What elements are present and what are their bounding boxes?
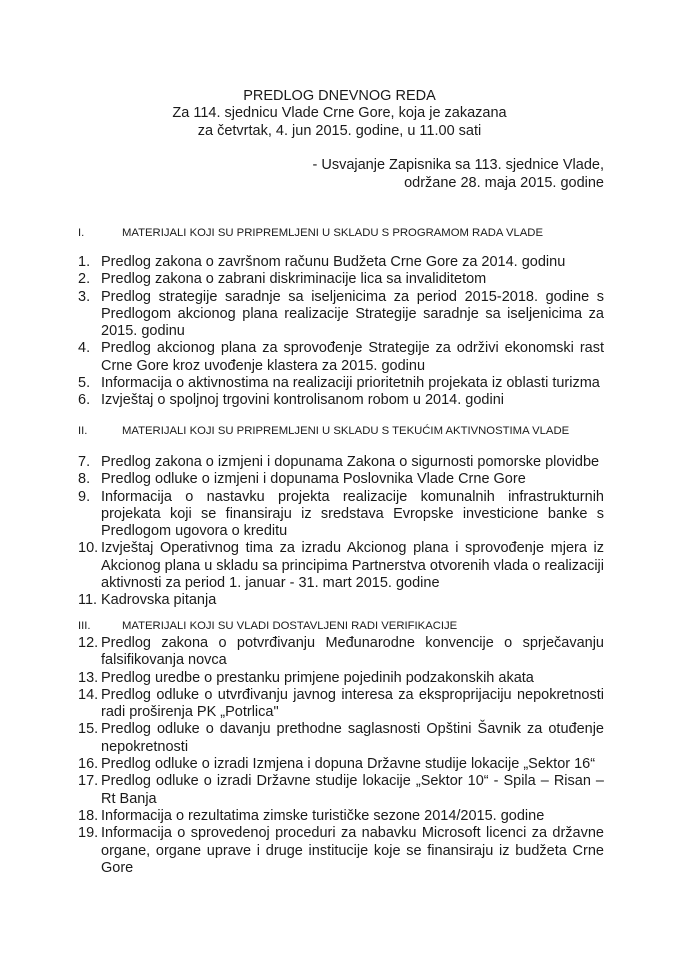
agenda-item bbox=[78, 375, 604, 392]
item-number: 7. bbox=[78, 454, 91, 470]
item-number: 18. bbox=[78, 807, 99, 824]
item-number: 13. bbox=[78, 669, 99, 686]
item-text: Izvještaj o spoljnoj trgovini kontrolisanom robom u 2014. godini bbox=[101, 392, 504, 409]
section-title: MATERIJALI KOJI SU PRIPREMLJENI U SKLADU S PROGRAMOM RADA VLADE bbox=[122, 227, 544, 239]
item-number: 1. bbox=[78, 254, 91, 270]
item-text: Kadrovska pitanja bbox=[101, 592, 217, 609]
agenda-item bbox=[78, 340, 604, 375]
item-text: Predlog zakona o zabrani diskriminacije lica sa invaliditetom bbox=[101, 271, 487, 288]
agenda-item bbox=[78, 670, 604, 687]
agenda-list-1 bbox=[78, 254, 604, 410]
agenda-item bbox=[78, 454, 604, 471]
item-number: 12. bbox=[78, 635, 99, 651]
item-text: Predlog uredbe o prestanku primjene pojedinih podzakonskih akata bbox=[101, 669, 534, 686]
item-number: 17. bbox=[78, 773, 99, 790]
item-text: Predlog odluke o davanju prethodne saglasnosti Opštini Šavnik za otuđenje nepokretnosti bbox=[101, 721, 604, 755]
section-title: MATERIJALI KOJI SU VLADI DOSTAVLJENI RADI VERIFIKACIJE bbox=[122, 620, 458, 632]
agenda-item bbox=[78, 756, 604, 773]
agenda-item bbox=[78, 825, 604, 877]
agenda-item bbox=[78, 687, 604, 722]
item-text: Predlog zakona o potvrđivanju Međunarodne konvencije o sprječavanju falsifikovanja novca bbox=[101, 635, 604, 669]
document-header bbox=[0, 88, 679, 140]
item-text: Informacija o rezultatima zimske turističke sezone 2014/2015. godine bbox=[101, 807, 545, 824]
item-text: Predlog odluke o izradi Izmjena i dopuna Državne studije lokacije „Sektor 16“ bbox=[101, 756, 596, 773]
item-number: 3. bbox=[78, 288, 91, 305]
item-text: Predlog odluke o utvrđivanju javnog interesa za eksproprijaciju nepokretnosti radi proširenja PK „Potrlica" bbox=[101, 686, 604, 721]
item-text: Predlog zakona o izmjeni i dopunama Zakona o sigurnosti pomorske plovidbe bbox=[101, 454, 600, 470]
item-text: Predlog strategije saradnje sa iseljenicima za period 2015-2018. godine s Predlogom akcionog plana realizacije Strategije saradnje sa iseljenicima za 2015. godinu bbox=[101, 288, 604, 340]
item-number: 9. bbox=[78, 488, 91, 505]
item-number: 16. bbox=[78, 756, 99, 773]
item-number: 6. bbox=[78, 392, 91, 409]
item-text: Informacija o sprovedenoj proceduri za nabavku Microsoft licenci za državne organe, organe uprave i druge institucije koje se finansiraju iz budžeta Crne Gore bbox=[101, 825, 604, 876]
item-text: Informacija o aktivnostima na realizaciji prioritetnih projekata iz oblasti turizma bbox=[101, 375, 600, 392]
item-number: 14. bbox=[78, 686, 99, 703]
preamble bbox=[100, 157, 604, 193]
item-text: Predlog akcionog plana za sprovođenje Strategije za održivi ekonomski rast Crne Gore kroz uvođenje klastera za 2015. godinu bbox=[101, 340, 604, 374]
agenda-item bbox=[78, 471, 604, 488]
item-text: Predlog odluke o izradi Državne studije lokacije „Sektor 10“ - Spila – Risan – Rt Banja bbox=[101, 773, 604, 807]
section-title: MATERIJALI KOJI SU PRIPREMLJENI U SKLADU S TEKUĆIM AKTIVNOSTIMA VLADE bbox=[122, 425, 570, 437]
item-text: Predlog zakona o završnom računu Budžeta Crne Gore za 2014. godinu bbox=[101, 254, 566, 270]
date-line: za četvrtak, 4. jun 2015. godine, u 11.00 sati bbox=[197, 122, 482, 139]
agenda-item bbox=[78, 635, 604, 670]
item-text: Predlog odluke o izmjeni i dopunama Poslovnika Vlade Crne Gore bbox=[101, 471, 526, 488]
agenda-item bbox=[78, 540, 604, 592]
item-text: Informacija o nastavku projekta realizacije komunalnih infrastrukturnih projekata koji se finansiraju iz sredstava Evropske investicione banke s Predlogom ugovora o kreditu bbox=[101, 488, 604, 540]
agenda-item bbox=[78, 254, 604, 271]
preamble-line-1: - Usvajanje Zapisnika sa 113. sjednice Vlade, bbox=[312, 157, 604, 173]
agenda-item bbox=[78, 773, 604, 808]
agenda-item bbox=[78, 489, 604, 541]
item-number: 2. bbox=[78, 271, 91, 288]
agenda-list-2 bbox=[78, 454, 604, 610]
item-number: 5. bbox=[78, 375, 91, 392]
item-number: 11. bbox=[78, 592, 98, 609]
section-numeral: II. bbox=[78, 425, 88, 437]
item-number: 4. bbox=[78, 340, 91, 357]
agenda-item bbox=[78, 808, 604, 825]
item-number: 10. bbox=[78, 540, 99, 557]
agenda-item bbox=[78, 271, 604, 288]
agenda-item bbox=[78, 721, 604, 756]
item-number: 19. bbox=[78, 825, 99, 842]
section-numeral: I. bbox=[78, 227, 85, 239]
agenda-item bbox=[78, 392, 604, 409]
section-numeral: III. bbox=[78, 620, 91, 632]
agenda-item bbox=[78, 592, 604, 609]
document-title: PREDLOG DNEVNOG REDA bbox=[243, 88, 436, 104]
item-number: 8. bbox=[78, 471, 91, 488]
agenda-list-3 bbox=[78, 635, 604, 877]
item-text: Izvještaj Operativnog tima za izradu Akcionog plana i sprovođenje mjera iz Akcionog plana u skladu sa principima Partnerstva otvorenih vlada o realizaciji aktivnosti za period 1. januar - 31. mart 2015. godine bbox=[101, 540, 604, 592]
preamble-line-2: održane 28. maja 2015. godine bbox=[404, 174, 604, 191]
agenda-item bbox=[78, 289, 604, 341]
item-number: 15. bbox=[78, 721, 99, 738]
session-line: Za 114. sjednicu Vlade Crne Gore, koja je zakazana bbox=[172, 105, 507, 122]
